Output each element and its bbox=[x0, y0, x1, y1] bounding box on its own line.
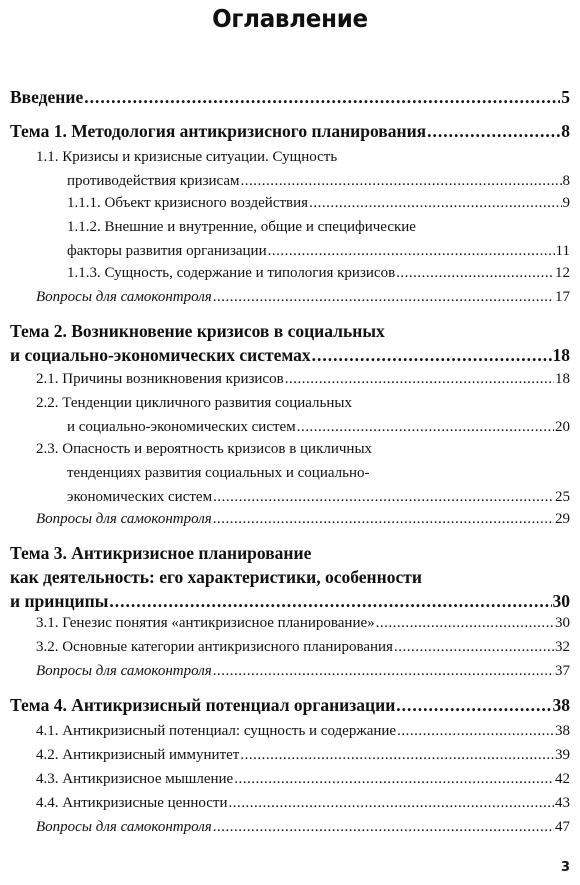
toc-dot-leader bbox=[397, 720, 554, 742]
toc-entry-title: Тема 2. Возникновение кризисов в социальных bbox=[10, 321, 385, 341]
toc-entry-page: 39 bbox=[555, 747, 570, 763]
toc-dot-leader bbox=[396, 694, 551, 716]
toc-entry-line bbox=[10, 86, 570, 108]
toc-entry-title: 4.4. Антикризисные ценности bbox=[36, 795, 228, 811]
toc-dot-leader bbox=[213, 660, 554, 682]
toc-entry-page: 37 bbox=[555, 663, 570, 679]
toc-dot-leader bbox=[213, 508, 554, 530]
toc-entry-line bbox=[36, 612, 570, 634]
toc-entry-line bbox=[67, 486, 570, 508]
toc-entry-title: факторы развития организации bbox=[67, 243, 267, 259]
toc-dot-leader bbox=[84, 86, 560, 108]
toc-dot-leader bbox=[312, 344, 552, 366]
toc-entry-title: противодействия кризисам bbox=[67, 173, 240, 189]
toc-dot-leader bbox=[427, 120, 560, 142]
toc-entry-line bbox=[36, 792, 570, 814]
toc-entry-line bbox=[67, 170, 570, 192]
toc-entry-line bbox=[10, 542, 570, 564]
toc-entry-page: 18 bbox=[555, 371, 570, 387]
toc-entry-title: Вопросы для самоконтроля bbox=[36, 663, 212, 679]
toc-entry-line bbox=[36, 660, 570, 682]
toc-entry-title: и принципы bbox=[10, 591, 109, 611]
toc-entry-page: 5 bbox=[561, 87, 570, 107]
toc-dot-leader bbox=[376, 612, 554, 634]
toc-entry-title: экономических систем bbox=[67, 489, 213, 505]
toc-dot-leader bbox=[228, 792, 554, 814]
toc-entry-title: 1.1.2. Внешние и внутренние, общие и специфические bbox=[67, 219, 416, 235]
toc-entry-title: 2.3. Опасность и вероятность кризисов в цикличных bbox=[36, 441, 373, 457]
toc-entry-title: как деятельность: его характеристики, особенности bbox=[10, 567, 422, 587]
toc-dot-leader bbox=[241, 170, 562, 192]
toc-entry-title: 2.2. Тенденции цикличного развития социальных bbox=[36, 395, 352, 411]
toc-entry-title: 1.1.3. Сущность, содержание и типология кризисов bbox=[67, 265, 396, 281]
toc-entry-title: 1.1. Кризисы и кризисные ситуации. Сущность bbox=[36, 149, 338, 165]
toc-entry-line bbox=[10, 590, 570, 612]
toc-entry-page: 17 bbox=[555, 289, 570, 305]
toc-entry-line bbox=[36, 720, 570, 742]
toc-entry-title: тенденциях развития социальных и социально- bbox=[67, 465, 370, 481]
toc-entry-line bbox=[36, 508, 570, 530]
toc-entry-line bbox=[36, 636, 570, 658]
toc-dot-leader bbox=[213, 486, 554, 508]
toc-entry-line bbox=[67, 416, 570, 438]
toc-entry-line bbox=[67, 262, 570, 284]
toc-dot-leader bbox=[213, 816, 554, 838]
toc-entry-page: 8 bbox=[562, 173, 570, 189]
toc-entry-page: 8 bbox=[561, 121, 570, 141]
toc-entry-page: 43 bbox=[555, 795, 570, 811]
toc-entry-line bbox=[36, 438, 570, 460]
toc-dot-leader bbox=[309, 192, 561, 214]
toc-entry-title: Вопросы для самоконтроля bbox=[36, 511, 212, 527]
toc-entry-page: 38 bbox=[552, 695, 570, 715]
toc-dot-leader bbox=[394, 636, 554, 658]
toc-entry-page: 47 bbox=[555, 819, 570, 835]
toc-entry-title: Вопросы для самоконтроля bbox=[36, 819, 212, 835]
toc-entry-line bbox=[67, 216, 570, 238]
page-number: 3 bbox=[560, 860, 570, 875]
toc-entry-line bbox=[10, 344, 570, 366]
toc-entry-line bbox=[36, 146, 570, 168]
toc-entry-title: 4.1. Антикризисный потенциал: сущность и содержание bbox=[36, 723, 397, 739]
toc-entry-line bbox=[67, 192, 570, 214]
toc-entry-line bbox=[36, 368, 570, 390]
page-title: Оглавление bbox=[212, 4, 368, 33]
toc-entry-line bbox=[36, 768, 570, 790]
toc-dot-leader bbox=[297, 416, 554, 438]
toc-entry-title: 2.1. Причины возникновения кризисов bbox=[36, 371, 284, 387]
toc-entry-page: 42 bbox=[555, 771, 570, 787]
toc-entry-page: 30 bbox=[552, 591, 570, 611]
toc-entry-page: 32 bbox=[555, 639, 570, 655]
toc-dot-leader bbox=[268, 240, 555, 262]
toc-entry-line bbox=[10, 120, 570, 142]
toc-entry-page: 12 bbox=[555, 265, 570, 281]
toc-entry-page: 20 bbox=[555, 419, 570, 435]
toc-dot-leader bbox=[240, 744, 554, 766]
toc-entry-page: 9 bbox=[562, 195, 570, 211]
toc-entry-line bbox=[10, 694, 570, 716]
toc-entry-page: 25 bbox=[555, 489, 570, 505]
toc-entry-title: Тема 1. Методология антикризисного планирования bbox=[10, 121, 427, 141]
toc-entry-title: Тема 4. Антикризисный потенциал организации bbox=[10, 695, 396, 715]
toc-entry-line bbox=[10, 320, 570, 342]
toc-entry-title: Тема 3. Антикризисное планирование bbox=[10, 543, 312, 563]
toc-entry-page: 38 bbox=[555, 723, 570, 739]
toc-entry-title: 4.2. Антикризисный иммунитет bbox=[36, 747, 240, 763]
toc-entry-title: 3.2. Основные категории антикризисного планирования bbox=[36, 639, 393, 655]
toc-entry-line bbox=[36, 286, 570, 308]
toc-entry-line bbox=[67, 240, 570, 262]
toc-entry-line bbox=[67, 462, 570, 484]
toc-entry-title: Вопросы для самоконтроля bbox=[36, 289, 212, 305]
toc-entry-page: 30 bbox=[555, 615, 570, 631]
toc-entry-page: 29 bbox=[555, 511, 570, 527]
toc-dot-leader bbox=[213, 286, 554, 308]
toc-entry-page: 18 bbox=[552, 345, 570, 365]
toc-entry-title: 1.1.1. Объект кризисного воздействия bbox=[67, 195, 309, 211]
toc-entry-title: и социально-экономических систем bbox=[67, 419, 296, 435]
toc-dot-leader bbox=[396, 262, 554, 284]
toc-dot-leader bbox=[234, 768, 554, 790]
toc-entry-line bbox=[36, 744, 570, 766]
toc-entry-page: 11 bbox=[555, 243, 570, 259]
toc-entry-line bbox=[10, 566, 570, 588]
toc-entry-line bbox=[36, 392, 570, 414]
toc-entry-line bbox=[36, 816, 570, 838]
toc-entry-title: 3.1. Генезис понятия «антикризисное планирование» bbox=[36, 615, 375, 631]
toc-dot-leader bbox=[109, 590, 551, 612]
toc-entry-title: 4.3. Антикризисное мышление bbox=[36, 771, 234, 787]
toc-dot-leader bbox=[285, 368, 554, 390]
toc-entry-title: Введение bbox=[10, 87, 84, 107]
toc-entry-title: и социально-экономических системах bbox=[10, 345, 311, 365]
